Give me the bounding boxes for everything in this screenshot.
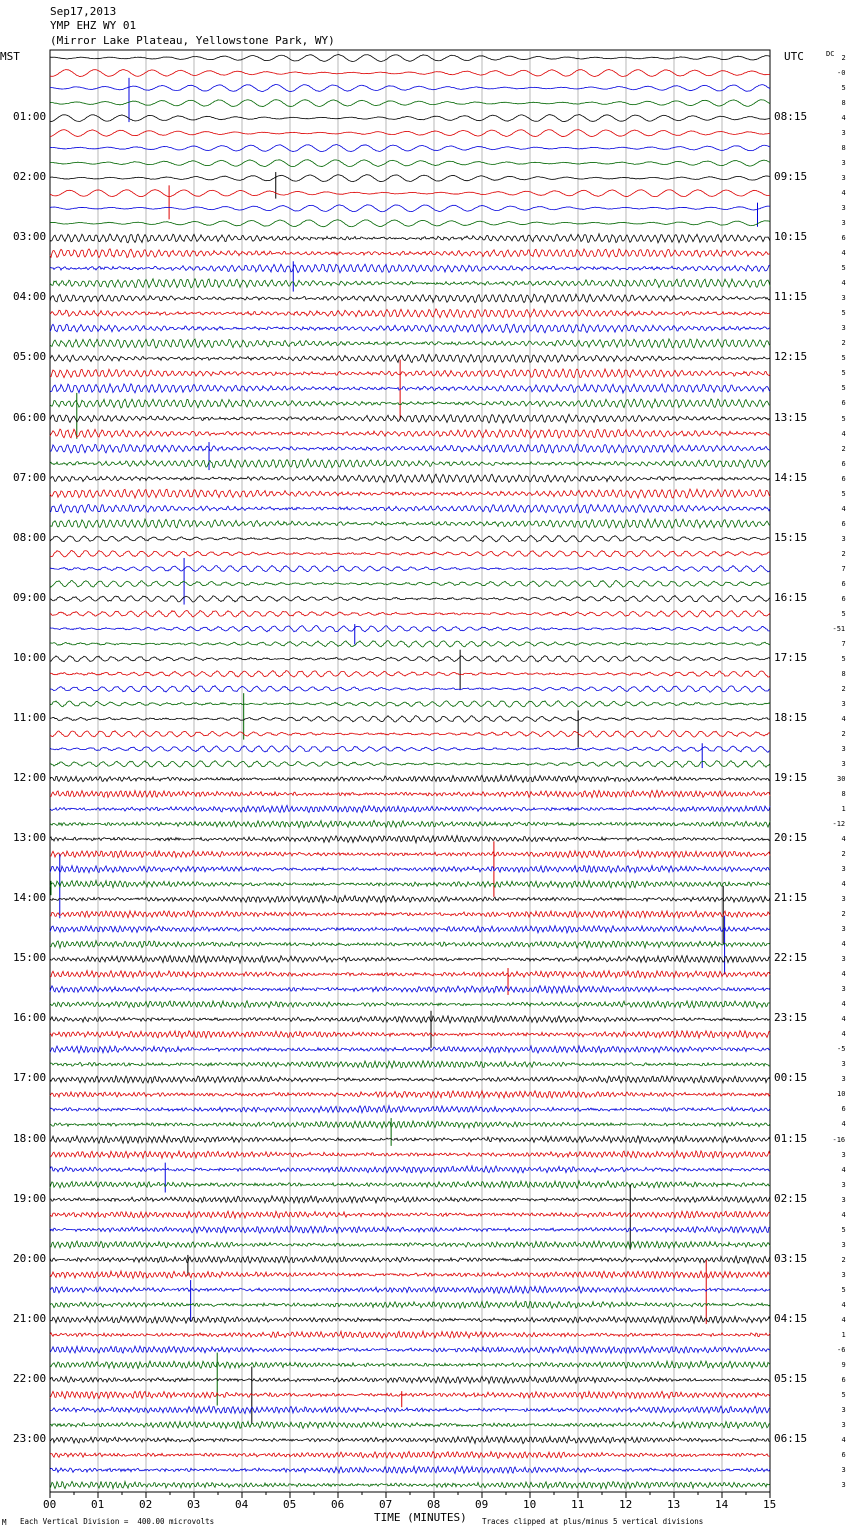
dc-offset-label: 1 — [841, 1330, 846, 1339]
hour-label-utc: 04:15 — [774, 1311, 808, 1325]
hour-label-utc: 15:15 — [774, 530, 808, 544]
trace-line — [50, 175, 770, 182]
dc-offset-label: 3 — [841, 1150, 846, 1159]
dc-offset-label: 1 — [841, 805, 846, 814]
dc-offset-label: -51 — [832, 624, 846, 633]
trace-line — [50, 369, 770, 378]
dc-offset-label: 4 — [841, 1165, 846, 1174]
dc-offset-label: 4 — [841, 1015, 846, 1024]
trace-line — [50, 850, 770, 857]
dc-offset-label: 30 — [837, 775, 846, 783]
trace-line — [50, 761, 770, 768]
trace-line — [50, 656, 770, 662]
dc-offset-label: 6 — [841, 399, 846, 408]
x-tick-label: 01 — [91, 1498, 105, 1511]
trace-line — [50, 399, 770, 408]
trace-line — [50, 1241, 770, 1248]
x-tick-label: 00 — [43, 1498, 57, 1511]
dc-offset-label: 4 — [841, 1120, 846, 1129]
dc-offset-label: -16 — [832, 1135, 846, 1144]
trace-line — [50, 1121, 770, 1128]
dc-offset-label: 3 — [841, 895, 846, 904]
right-timezone-label: UTC — [784, 50, 804, 63]
dc-offset-label: 5 — [841, 489, 846, 498]
dc-offset-label: 4 — [841, 835, 846, 844]
trace-line — [50, 100, 770, 107]
dc-offset-label: -0 — [837, 69, 846, 78]
dc-offset-label: 4 — [841, 1030, 846, 1039]
trace-line — [50, 1286, 770, 1293]
trace-line — [50, 1451, 770, 1458]
trace-line — [50, 1166, 770, 1173]
trace-line — [50, 580, 770, 587]
x-tick-label: 14 — [715, 1498, 729, 1511]
hour-label-mst: 04:00 — [13, 290, 47, 304]
trace-line — [50, 716, 770, 722]
dc-offset-label: 2 — [841, 1255, 846, 1264]
dc-offset-label: 3 — [841, 1195, 846, 1204]
dc-offset-label: 6 — [841, 519, 846, 528]
trace-line — [50, 1076, 770, 1083]
x-tick-label: 11 — [571, 1498, 585, 1511]
trace-line — [50, 1016, 770, 1023]
hour-label-utc: 13:15 — [774, 410, 808, 424]
hour-label-utc: 09:15 — [774, 170, 808, 184]
trace-line — [50, 130, 770, 137]
dc-offset-label: 3 — [841, 1480, 846, 1489]
trace-line — [50, 1001, 770, 1008]
trace-line — [50, 190, 770, 197]
trace-line — [50, 279, 770, 288]
trace-line — [50, 1436, 770, 1443]
trace-line — [50, 626, 770, 632]
hour-label-mst: 14:00 — [13, 891, 47, 905]
hour-label-utc: 11:15 — [774, 290, 808, 304]
hour-label-mst: 20:00 — [13, 1251, 47, 1265]
station-label: YMP EHZ WY 01 — [50, 19, 137, 32]
dc-offset-label: 3 — [841, 985, 846, 994]
dc-offset-label: 2 — [841, 444, 846, 453]
hour-label-mst: 15:00 — [13, 951, 47, 965]
dc-offset-label: 4 — [841, 1210, 846, 1219]
trace-line — [50, 1346, 770, 1353]
x-tick-label: 15 — [763, 1498, 777, 1511]
trace-line — [50, 880, 770, 887]
dc-offset-label: 6 — [841, 1375, 846, 1384]
dc-offset-label: 4 — [841, 1300, 846, 1309]
trace-line — [50, 1136, 770, 1143]
dc-offset-label: 3 — [841, 204, 846, 213]
hour-label-mst: 09:00 — [13, 590, 47, 604]
trace-line — [50, 115, 770, 122]
dc-offset-label: 4 — [841, 970, 846, 979]
trace-line — [50, 309, 770, 318]
trace-line — [50, 205, 770, 212]
dc-offset-label: 4 — [841, 279, 846, 288]
trace-line — [50, 1196, 770, 1203]
trace-line — [50, 1211, 770, 1218]
x-tick-label: 07 — [379, 1498, 393, 1511]
trace-line — [50, 746, 770, 753]
trace-line — [50, 145, 770, 152]
trace-line — [50, 429, 770, 438]
dc-offset-label: 4 — [841, 189, 846, 198]
trace-line — [50, 354, 770, 362]
trace-line — [50, 459, 770, 468]
dc-offset-label: 3 — [841, 294, 846, 303]
trace-line — [50, 1466, 770, 1473]
trace-line — [50, 324, 770, 333]
dc-offset-label: 9 — [841, 1360, 846, 1369]
trace-line — [50, 731, 770, 737]
hour-label-mst: 17:00 — [13, 1071, 47, 1085]
dc-offset-label: 2 — [841, 339, 846, 348]
dc-offset-label: 4 — [841, 1435, 846, 1444]
dc-offset-label: 6 — [841, 594, 846, 603]
dc-offset-label: 3 — [841, 1420, 846, 1429]
trace-line — [50, 955, 770, 962]
dc-offset-label: 3 — [841, 744, 846, 753]
dc-offset-label: 3 — [841, 1405, 846, 1414]
hour-label-utc: 23:15 — [774, 1011, 808, 1025]
dc-offset-label: 3 — [841, 219, 846, 228]
hour-label-utc: 03:15 — [774, 1251, 808, 1265]
trace-line — [50, 444, 770, 453]
hour-label-mst: 08:00 — [13, 530, 47, 544]
x-tick-label: 05 — [283, 1498, 297, 1511]
x-tick-label: 09 — [475, 1498, 489, 1511]
dc-offset-label: 5 — [841, 609, 846, 618]
trace-line — [50, 220, 770, 227]
dc-offset-label: 4 — [841, 1315, 846, 1324]
trace-line — [50, 1151, 770, 1158]
hour-label-utc: 19:15 — [774, 771, 808, 784]
dc-offset-label: 2 — [841, 850, 846, 859]
hour-label-mst: 16:00 — [13, 1011, 47, 1025]
trace-line — [50, 504, 770, 513]
x-tick-label: 03 — [187, 1498, 201, 1511]
trace-line — [50, 234, 770, 243]
dc-offset-label: -12 — [832, 820, 846, 829]
trace-line — [50, 686, 770, 693]
trace-line — [50, 1031, 770, 1038]
dc-offset-label: 5 — [841, 369, 846, 378]
hour-label-utc: 14:15 — [774, 470, 808, 484]
hour-label-mst: 18:00 — [13, 1131, 47, 1145]
hour-label-utc: 00:15 — [774, 1071, 808, 1085]
dc-offset-label: 3 — [841, 159, 846, 168]
trace-line — [50, 1046, 770, 1053]
hour-label-mst: 19:00 — [13, 1191, 47, 1205]
hour-label-utc: 22:15 — [774, 951, 808, 965]
x-tick-label: 02 — [139, 1498, 153, 1511]
dc-offset-label: 2 — [841, 549, 846, 558]
dc-offset-label: 4 — [841, 429, 846, 438]
hour-label-mst: 05:00 — [13, 350, 47, 364]
x-tick-label: 12 — [619, 1498, 633, 1511]
x-tick-label: 04 — [235, 1498, 249, 1511]
hour-label-mst: 22:00 — [13, 1371, 47, 1385]
trace-line — [50, 1331, 770, 1338]
hour-label-utc: 05:15 — [774, 1371, 808, 1385]
trace-line — [50, 775, 770, 782]
trace-line — [50, 911, 770, 918]
trace-line — [50, 1377, 770, 1384]
dc-offset-label: 2 — [841, 910, 846, 919]
trace-line — [50, 926, 770, 933]
trace-line — [50, 519, 770, 528]
trace-line — [50, 414, 770, 423]
hour-label-utc: 20:15 — [774, 831, 808, 845]
dc-offset-label: 5 — [841, 654, 846, 663]
dc-offset-label: 6 — [841, 459, 846, 468]
hour-label-mst: 12:00 — [13, 771, 47, 784]
left-timezone-label: MST — [0, 50, 20, 63]
location-label: (Mirror Lake Plateau, Yellowstone Park, WY) — [50, 34, 335, 47]
trace-line — [50, 790, 770, 797]
trace-line — [50, 971, 770, 978]
trace-line — [50, 1361, 770, 1368]
trace-line — [50, 866, 770, 873]
dc-offset-label: 5 — [841, 84, 846, 93]
x-tick-label: 08 — [427, 1498, 441, 1511]
dc-offset-label: 8 — [841, 669, 846, 678]
trace-line — [50, 595, 770, 602]
hour-label-mst: 11:00 — [13, 710, 47, 724]
hour-label-utc: 10:15 — [774, 230, 808, 244]
trace-line — [50, 1301, 770, 1308]
dc-header-label: DC — [826, 50, 835, 58]
dc-offset-label: -5 — [837, 1045, 846, 1054]
clip-note: Traces clipped at plus/minus 5 vertical divisions — [482, 1517, 704, 1526]
dc-offset-label: 4 — [841, 714, 846, 723]
trace-line — [50, 611, 770, 617]
dc-offset-label: 3 — [841, 1180, 846, 1189]
hour-label-utc: 12:15 — [774, 350, 808, 364]
trace-line — [50, 1316, 770, 1323]
dc-offset-label: 5 — [841, 1225, 846, 1234]
hour-label-mst: 03:00 — [13, 230, 47, 244]
dc-offset-label: 3 — [841, 1465, 846, 1474]
trace-line — [50, 1406, 770, 1413]
x-tick-label: 13 — [667, 1498, 681, 1511]
hour-label-utc: 18:15 — [774, 710, 808, 724]
trace-line — [50, 701, 770, 707]
dc-offset-label: 3 — [841, 955, 846, 964]
trace-line — [50, 1271, 770, 1278]
dc-offset-label: 8 — [841, 99, 846, 108]
trace-line — [50, 1106, 770, 1113]
dc-offset-label: 4 — [841, 249, 846, 258]
trace-line — [50, 941, 770, 948]
trace-line — [50, 1391, 770, 1398]
trace-line — [50, 160, 770, 167]
trace-line — [50, 1181, 770, 1188]
dc-offset-label: 5 — [841, 309, 846, 318]
hour-label-mst: 21:00 — [13, 1311, 47, 1325]
dc-offset-label: 3 — [841, 1060, 846, 1069]
trace-line — [50, 55, 770, 62]
dc-offset-label: 3 — [841, 174, 846, 183]
hour-label-utc: 02:15 — [774, 1191, 808, 1205]
hour-label-utc: 17:15 — [774, 650, 808, 664]
dc-offset-label: 5 — [841, 264, 846, 273]
trace-line — [50, 85, 770, 92]
trace-line — [50, 489, 770, 498]
dc-offset-label: -6 — [837, 1345, 846, 1354]
dc-offset-label: 2 — [841, 684, 846, 693]
trace-line — [50, 641, 770, 647]
dc-offset-label: 3 — [841, 699, 846, 708]
dc-offset-label: 3 — [841, 1240, 846, 1249]
dc-offset-label: 4 — [841, 940, 846, 949]
dc-offset-label: 6 — [841, 474, 846, 483]
dc-offset-label: 4 — [841, 114, 846, 123]
x-tick-label: 06 — [331, 1498, 345, 1511]
hour-label-utc: 08:15 — [774, 110, 808, 124]
trace-line — [50, 895, 770, 902]
dc-offset-label: 5 — [841, 414, 846, 423]
trace-line — [50, 264, 770, 273]
trace-line — [50, 536, 770, 542]
dc-offset-label: 5 — [841, 384, 846, 393]
dc-offset-label: 7 — [841, 564, 846, 573]
dc-offset-label: 6 — [841, 1105, 846, 1114]
trace-line — [50, 69, 770, 76]
trace-line — [50, 565, 770, 571]
corner-mark: M — [2, 1518, 7, 1527]
hour-label-utc: 06:15 — [774, 1431, 808, 1445]
trace-line — [50, 1481, 770, 1488]
dc-offset-label: 2 — [841, 729, 846, 738]
hour-label-utc: 16:15 — [774, 590, 808, 604]
trace-line — [50, 820, 770, 827]
dc-offset-label: 3 — [841, 1270, 846, 1279]
trace-line — [50, 671, 770, 678]
scale-note: Each Vertical Division = 400.00 microvolts — [20, 1517, 215, 1526]
trace-line — [50, 1061, 770, 1068]
dc-offset-label: 3 — [841, 865, 846, 874]
dc-offset-label: 3 — [841, 324, 846, 333]
dc-offset-label: 3 — [841, 534, 846, 543]
hour-label-utc: 01:15 — [774, 1131, 808, 1145]
dc-offset-label: 4 — [841, 1000, 846, 1009]
trace-line — [50, 1226, 770, 1233]
trace-line — [50, 550, 770, 556]
hour-label-mst: 07:00 — [13, 470, 47, 484]
trace-line — [50, 1256, 770, 1263]
hour-label-mst: 06:00 — [13, 410, 47, 424]
trace-line — [50, 1091, 770, 1098]
trace-line — [50, 986, 770, 993]
trace-line — [50, 249, 770, 258]
hour-label-mst: 01:00 — [13, 110, 47, 124]
dc-offset-label: 7 — [841, 639, 846, 648]
dc-offset-label: 3 — [841, 1075, 846, 1084]
dc-offset-label: 6 — [841, 579, 846, 588]
dc-offset-label: 4 — [841, 880, 846, 889]
trace-line — [50, 339, 770, 348]
dc-offset-label: 5 — [841, 1390, 846, 1399]
dc-offset-label: 8 — [841, 144, 846, 153]
dc-offset-label: 5 — [841, 1285, 846, 1294]
x-axis-title: TIME (MINUTES) — [374, 1511, 467, 1524]
hour-label-mst: 10:00 — [13, 650, 47, 664]
hour-label-utc: 21:15 — [774, 891, 808, 905]
trace-line — [50, 1421, 770, 1428]
dc-offset-label: 6 — [841, 234, 846, 243]
x-tick-label: 10 — [523, 1498, 537, 1511]
hour-label-mst: 23:00 — [13, 1431, 47, 1445]
trace-line — [50, 836, 770, 843]
trace-line — [50, 384, 770, 393]
dc-offset-label: 10 — [837, 1090, 846, 1099]
hour-label-mst: 02:00 — [13, 170, 47, 184]
dc-offset-label: 3 — [841, 925, 846, 934]
trace-line — [50, 294, 770, 302]
trace-line — [50, 805, 770, 812]
dc-offset-label: 3 — [841, 129, 846, 138]
trace-line — [50, 474, 770, 483]
hour-label-mst: 13:00 — [13, 831, 47, 845]
date-label: Sep17,2013 — [50, 5, 117, 18]
dc-offset-label: 8 — [841, 790, 846, 799]
dc-offset-label: 4 — [841, 504, 846, 513]
dc-offset-label: 2 — [841, 54, 846, 62]
dc-offset-label: 3 — [841, 759, 846, 768]
dc-offset-label: 5 — [841, 354, 846, 363]
dc-offset-label: 6 — [841, 1450, 846, 1459]
